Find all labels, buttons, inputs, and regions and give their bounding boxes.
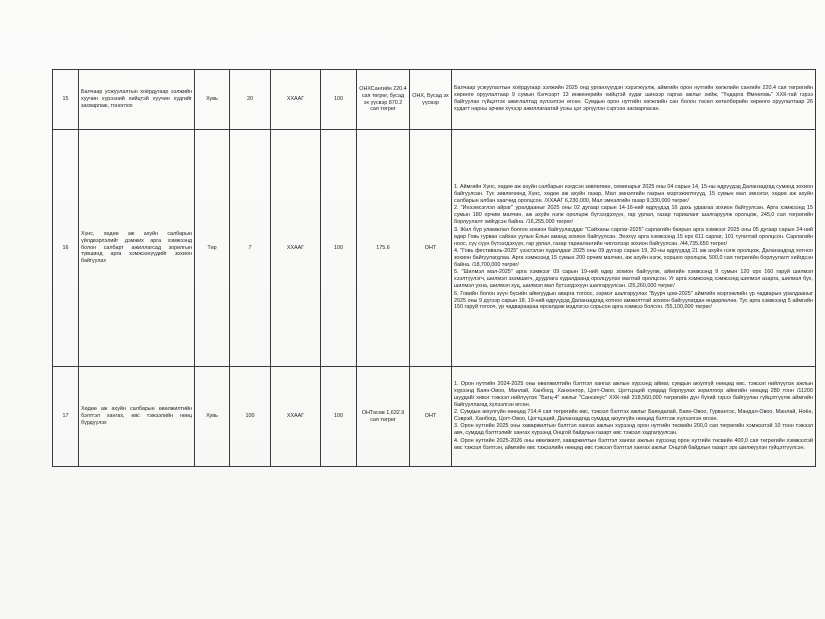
description-paragraph: 4. "Говь фестиваль-2025" үзэсгэлэн худалдааг 2025 оны 09 дүгээр сарын 19, 20-ны өдрүүдэд 21 аж ахуйн нэгж оролцож, Даланзадгад хотноо зохион байгуулагдлаа. Арга хэмжээнд 15 сумын 200 орчим малчин, аж ахуйн нэгж, хоршоо оролцож, 500,0 сая төгрөгийн борлуулалт хийгдсэн байна. /18,700,000 төгрөг/	[454, 248, 813, 268]
count-value: 20	[230, 70, 271, 130]
implementation-description	[452, 130, 816, 367]
responsible-unit: ХХААГ	[271, 367, 321, 467]
implementation-description	[452, 367, 816, 467]
task-name: Хүнс, хөдөө аж ахуйн салбарын үйлдвэрлэлийг дэмжих арга хэмжээнд болон салбарт ажиллагсад зорилгын түвшинд арга хэмжээнүүдийг зохион байгуулах	[79, 130, 195, 367]
description-paragraph: 2. Сумдын аюулгүйн нөөцөд 714,4 сая төгрөгийн өвс, тэжээл бэлтгэх ажлыг Баяндалай, Баян-Овоо, Гурвантэс, Мандал-Овоо, Манлай, Ноён, Сэврэй, Ханбогд, Цогт-Овоо, Цогтцэций, Даланзадгад сумдад аюулгүйн нөөцөд бэлтгэж хүлээлгэн өгсөн.	[454, 409, 813, 422]
funding-source: ОНХ, Бусад эх үүсвэр	[410, 70, 452, 130]
funding-amount: ОНТөсөв 1,632.9 сая төгрөг	[357, 367, 410, 467]
table-body	[53, 70, 816, 467]
responsible-unit: ХХААГ	[271, 130, 321, 367]
funding-source: ОНТ	[410, 130, 452, 367]
count-value: 7	[230, 130, 271, 367]
completion-percent: 100	[321, 70, 357, 130]
task-name: Балчаар усжуулалтын хоёрдугаар ээлжийн хуучин хүрээний хийцтэй хуучин худгийг засварлаж, тоноглох	[79, 70, 195, 130]
report-table	[52, 69, 816, 467]
count-value: 100	[230, 367, 271, 467]
source-type: Төр	[195, 130, 230, 367]
description-paragraph: 1. Орон нутгийн 2024-2025 оны өвөлжилтийн бэлтгэл хангах ажлын хүрээнд аймаг, сумдын аюулгүй нөөцөд өвс, тэжээл нийлүүлэх ажлын хүрээнд Баян-Овоо, Манлай, Ханбогд, Ханхонгор, Цогт-Овоо, Цогтцэций сумдад борлуулах зорилгоор аймгийн нөөцөд 280 тонн /11200 шуудай/ хивэг тэжээл нийлүүлэх "Багц-4" ажлыг "Сансинус" ХХК-тай 318,560,000 төгрөгийн дүн бүхий гэрээ байгуулан гүйцэтгүүлж аймгийн байгууллагад хүлээлгэн өгсөн.	[454, 380, 813, 408]
description-paragraph: 3. Орон нутгийн 2025 оны хаваржилтын бэлтгэл хангах ажлын хүрээнд орон нутгийн төсвийн 200,0 сая төгрөгийн хэмжээтэй 10 тонн тэжээл авч, сумдад бэлтгэлийг хангах хүрээнд Онцгой байдлын газарт өвс тэжээл хадгалуулсан.	[454, 423, 813, 437]
funding-source: ОНТ	[410, 367, 452, 467]
completion-percent: 100	[321, 367, 357, 467]
description-paragraph: Балчаар усжуулалтын хоёрдугаар ээлжийн 2025 онд урганхүүгдэн хэрэгжүүлж, аймгийн орон нутгийн хөгжлийн сангийн 220.4 сая төгрөгийн хөрөнгө оруулалтаар 9 сумын бэлчээрт 13 инженерийн хийцтэй худаг шинээр гаргах ажлыг хийж, "Үндарга Өмнөговь" ХХК-тай гэрээ байгуулан гүйцэтгэх ажиглалтад хүлээлгэн өгсөн. Сумдын орон нутгийн хөгжлийн сан болон төсөл хөтөлбөрийн хөрөнгө оруулалтаар 26 худагт нарны эрчим хүчээр ажиллагаатай усны цэг эргүүлэн сэргээн засварласан.	[454, 85, 813, 113]
funding-amount: 175.6	[357, 130, 410, 367]
task-name: Хөдөө аж ахуйн салбарын өвөлжилтийн бэлтгэл хангах, өвс тэжээлийн нөөц бүрдүүлэх	[79, 367, 195, 467]
description-paragraph: 4. Орон нутгийн 2025-2026 оны өвөлжилт, хаваржилтын бэлтгэл хангах ажлын хүрээнд орон нутгийн төсвийн 400,0 сая төгрөгийн хэмжээтэй өвс тэжээл бэлтгэн, аймгийн өвс тэжээлийн нөөцөд өвс тэжээл бэлтгэл хангах ажлыг Онцгой байдлын газарт эрх шилжүүлэн гүйцэтгүүлсэн.	[454, 437, 813, 451]
responsible-unit: ХХААГ	[271, 70, 321, 130]
description-paragraph: 2. "Инээмсэглэл айраг" уралдааныг 2025 оны 02 дугаар сарын 14-16-ний өдрүүдэд 16 дахь удаагаа зохион байгуулсан. Арга хэмжээнд 15 сумын 180 орчим малчин, аж ахуйн нэгж оролцож бүтээгдэхүүн, гар урлал, газар тариаланг шалгаруулж оролцож, 245,0 сая төгрөгийн борлуулалт хийгдсэн байна. /16,255,000 төгрөг/	[454, 205, 813, 226]
row-number: 15	[53, 70, 79, 130]
funding-amount: ОНХСангийн 220.4 сая төгрөг, бусад эх үүсвэр 870.2 сая төгрөг	[357, 70, 410, 130]
completion-percent: 100	[321, 130, 357, 367]
source-type: Хувь	[195, 367, 230, 467]
description-paragraph: 3. Жил бүр уламжлал болгон зохион байгуулагддаг "Сайханы сарлаг-2025" сарлагийн баярын арга хэмжээг 2025 оны 05 дугаар сарын 24-ний өдөр Говь гурван сайхан уулын Ёлын аманд зохион байгуулсан. Энэхүү арга хэмжээнд 15 ерх 611 сарлаг, 101 тугалтай оролцсон. Сарлагийн ноос, сүү сүүн бүтээгдэхүүн, гар урлал, газар тариалангийн чиглэлээр зохион байгуулсан. /44,735,650 төгрөг/	[454, 226, 813, 247]
table-row	[53, 130, 816, 367]
row-number: 16	[53, 130, 79, 367]
implementation-description	[452, 70, 816, 130]
table-row	[53, 367, 816, 467]
description-paragraph: 5. "Шилмэл мал-2025" арга хэмжээг 09 сарын 19-ний өдөр зохион байгуулж, аймгийн хэмжээнд 9 сумын 120 орх 160 гаруй шилмэл хээлтүүлэгч, шилмэл эзэмшигч, дуудлага худалдаанд оролцуулах малтай оролцсон. Уг арга хэмжээнд хэмжээнд шилмэл азарга, шилмэл бух, шилмэл ухна, шилмэл хуц, шилмэл мал бүтээгдэхүүн шалгаруулсан. /25,260,000 төгрөг/	[454, 269, 813, 290]
source-type: Хувь	[195, 70, 230, 130]
table-row	[53, 70, 816, 130]
description-paragraph: 6. Говийн болон зүүн бүсийн аймгуудын аварга тогоос, ээрмэг шалгаруулах "Буурч цом-2025" аймгийн мэргэжлийн үр чадварын уралдааныг 2025 оны 9 дүгээр сарын 18, 19-ний өдрүүдэд Даланзадгад хотноо амжилттай зохион байгуулагдан өндөрлөлөө. Тус арга хэмжээнд 5 аймгийн 150 гаруй тогооч, үр чадвараараа өрсөлдөж мэдлэгээ сорьсон арга хэмжээ болсон. /55,100,000 төгрөг/	[454, 290, 813, 311]
row-number: 17	[53, 367, 79, 467]
description-paragraph: 1. Аймгийн Хүнс, хөдөө аж ахуйн салбарын нэгдсэн зөвлөгөөн, семинарыг 2025 оны 04 сарын 14, 15-ны өдрүүдэд Даланзадгад суманд зохион байгуулсан. Тус зөвлөгөөнд Хүнс, хөдөө аж ахуйн газар, Мал эмнэлгийн газрын мэргэжилтнүүд, 15 сумын мал эмнэлэг, хөдөө аж ахуйн салбарын албан хаагчид оролцсон. /ХХААГ 6,230,000, Мал эмнэлгийн газар 9,330,000 төгрөг/	[454, 184, 813, 204]
